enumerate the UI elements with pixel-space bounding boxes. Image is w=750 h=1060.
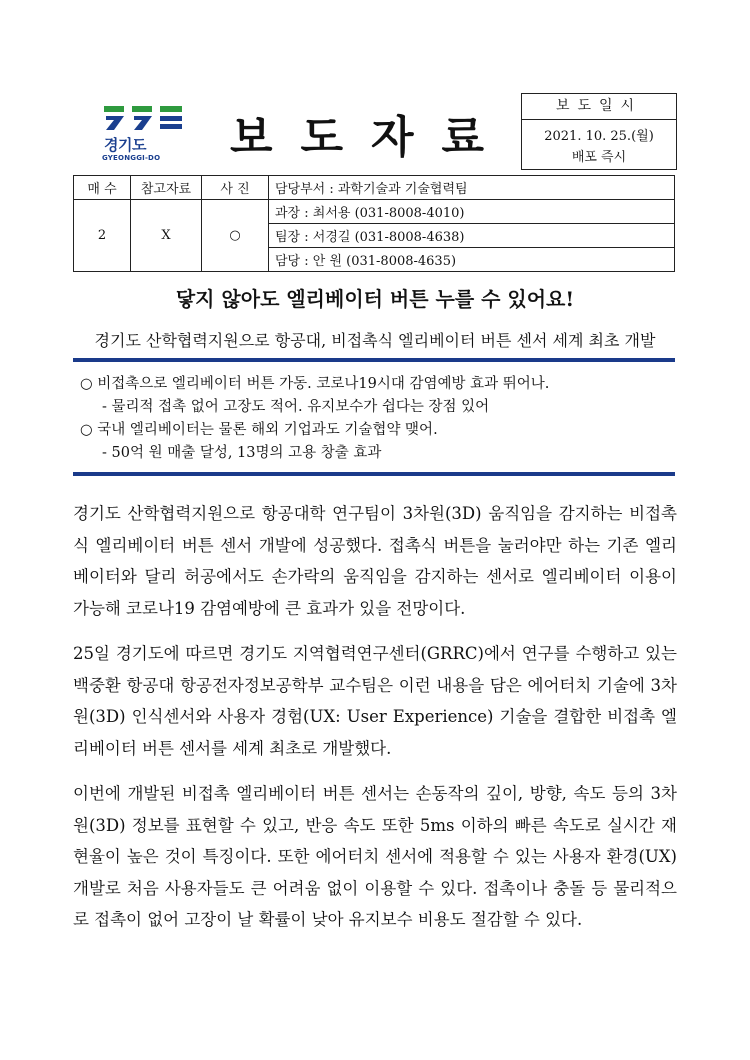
article-body xyxy=(73,498,677,950)
paragraph-2: 25일 경기도에 따르면 경기도 지역협력연구센터(GRRC)에서 연구를 수행하고 있는 백중환 항공대 항공전자정보공학부 교수팀은 이런 내용을 담은 에어터치 기술에 3차원(3D) 인식센서와 사용자 경험(UX: User Experience) 기술을 결합한 비접촉 엘리베이터 버튼 센서를 세계 최초로 개발했다. xyxy=(73,644,677,758)
logo-subtitle: GYEONGGI-DO xyxy=(102,154,161,162)
release-header: 보도일시 xyxy=(522,94,676,120)
subheadline: 경기도 산학협력지원으로 항공대, 비접촉식 엘리베이터 버튼 센서 세계 최초 개발 xyxy=(94,331,656,350)
logo-name: 경기도 xyxy=(104,136,146,154)
paragraph-3: 이번에 개발된 비접촉 엘리베이터 버튼 센서는 손동작의 깊이, 방향, 속도 등의 3차원(3D) 정보를 표현할 수 있고, 반응 속도 또한 5ms 이하의 빠른 속도로 실시간 재현율이 높은 것이 특징이다. 또한 에어터치 센서에 적용할 수 있는 사용자 환경(UX) 개발로 처음 사용자들도 큰 어려움 없이 이용할 수 있다. 접촉이나 충돌 등 물리적으로 접촉이 없어 고장이 날 확률이 낮아 유지보수 비용도 절감할 수 있다. xyxy=(73,784,677,929)
value-photo: ○ xyxy=(202,200,269,272)
top-divider-bar xyxy=(73,358,675,362)
gyeonggi-logo xyxy=(100,104,190,164)
headline: 닿지 않아도 엘리베이터 버튼 누를 수 있어요! xyxy=(175,287,575,311)
bottom-divider-bar xyxy=(73,472,675,476)
summary-subitem: - 50억 원 매출 달성, 13명의 고용 창출 효과 xyxy=(102,445,382,461)
contact-manager: 과장 : 최서용 (031-8008-4010) xyxy=(269,200,675,224)
summary-box xyxy=(80,373,680,465)
page-title: 보도자료 xyxy=(230,112,513,163)
summary-item: ○ 비접촉으로 엘리베이터 버튼 가동. 코로나19시대 감염예방 효과 뛰어나. xyxy=(80,376,550,392)
summary-subitem: - 물리적 접촉 없어 고장도 적어. 유지보수가 쉽다는 장점 있어 xyxy=(102,399,490,415)
info-table xyxy=(73,175,675,272)
release-date: 2021. 10. 25.(월) xyxy=(544,129,654,144)
contact-team-leader: 팀장 : 서경길 (031-8008-4638) xyxy=(269,224,675,248)
gyeonggi-logo-icon xyxy=(100,104,190,132)
contact-staff: 담당 : 안 원 (031-8008-4635) xyxy=(269,248,675,272)
value-attachments: X xyxy=(131,200,202,272)
header-photo: 사 진 xyxy=(202,176,269,200)
paragraph-1: 경기도 산학협력지원으로 항공대학 연구팀이 3차원(3D) 움직임을 감지하는 비접촉식 엘리베이터 버튼 센서 개발에 성공했다. 접촉식 버튼을 눌러야만 하는 기존 엘리베이터와 달리 허공에서도 손가락의 움직임을 감지하는 센서로 엘리베이터 이용이 가능해 코로나19 감염예방에 큰 효과가 있을 전망이다. xyxy=(73,504,677,618)
summary-item: ○ 국내 엘리베이터는 물론 해외 기업과도 기술협약 맺어. xyxy=(80,422,438,438)
header-attachments: 참고자료 xyxy=(131,176,202,200)
release-date-box xyxy=(521,93,677,170)
release-note: 배포 즉시 xyxy=(571,150,627,165)
department: 담당부서 : 과학기술과 기술협력팀 xyxy=(269,176,675,200)
header-pages: 매 수 xyxy=(74,176,131,200)
value-pages: 2 xyxy=(74,200,131,272)
